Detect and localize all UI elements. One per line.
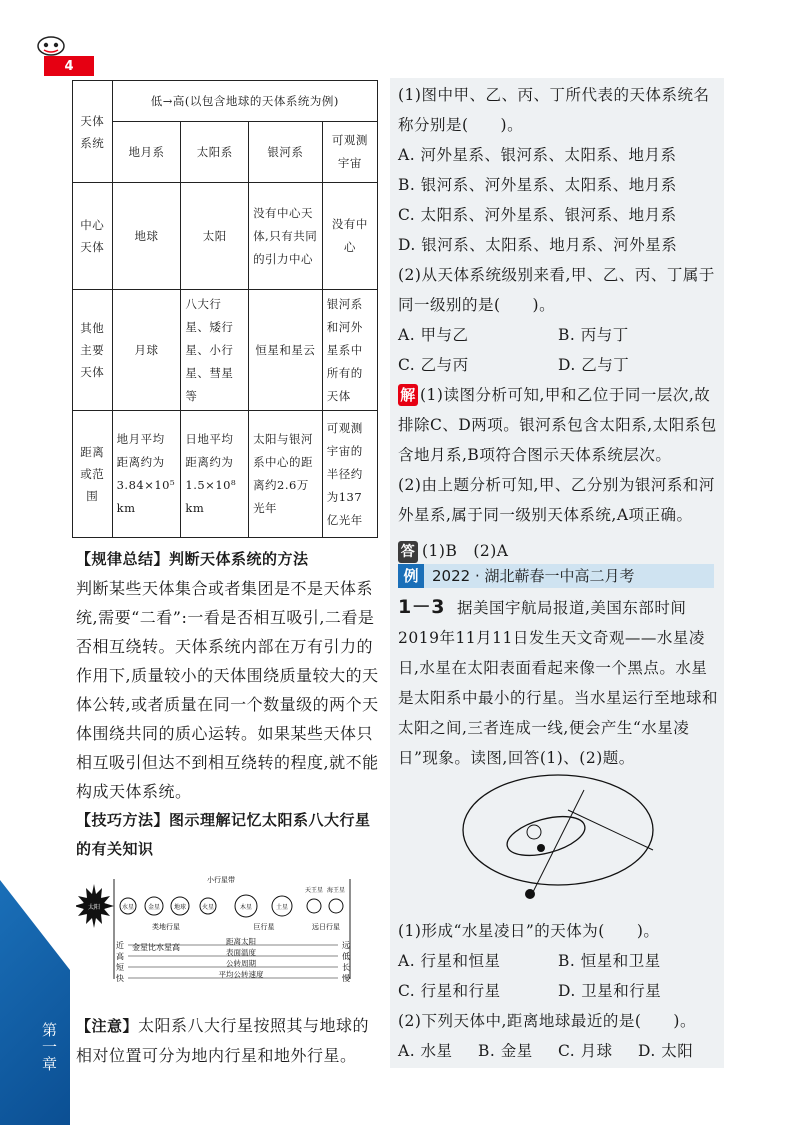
table-row (73, 122, 378, 183)
option[interactable]: D. 卫星和行星 (558, 982, 662, 1000)
trend-right-word: 远 (342, 941, 350, 950)
question-text: (2)从天体系统级别来看,甲、乙、丙、丁属于同一级别的是( )。 (398, 266, 715, 314)
example-question (398, 592, 718, 773)
planet-group-label: 类地行星 (152, 923, 180, 931)
planet-label: 海王星 (326, 887, 346, 894)
chapter-label: 第一章 (40, 1022, 58, 1073)
table-cell: 地月平均距离约为3.84×10⁵ km (112, 411, 181, 538)
note-section (76, 1011, 382, 1070)
option[interactable]: D. 银河系、太阳系、地月系、河外星系 (398, 236, 678, 254)
option[interactable]: C. 乙与丙 (398, 356, 469, 374)
planet-label: 火星 (201, 904, 215, 911)
option[interactable]: C. 月球 (558, 1042, 613, 1060)
row-head-system: 天体系统 (73, 81, 113, 183)
answer (398, 536, 718, 566)
table-cell: 月球 (112, 290, 181, 411)
table-cell: 地月系 (112, 122, 181, 183)
row-head-other: 其他主要天体 (73, 290, 113, 411)
example-tag: 例 (398, 564, 424, 588)
trend-row-label: 公转周期 (226, 959, 256, 968)
earth-orbit (463, 775, 653, 885)
planet-circle (329, 899, 343, 913)
option-row (398, 350, 718, 380)
explanation-text-1: (1)读图分析可知,甲和乙位于同一层次,故排除C、D两项。银河系包含太阳系,太阳系包含地月系,B项符合图示天体系统层次。 (398, 386, 717, 464)
rule-label: 【规律总结】判断天体系统的方法 (76, 550, 309, 568)
explanation-text-2: (2)由上题分析可知,甲、乙分别为银河系和河外星系,属于同一级别天体系统,A项正确。 (398, 476, 715, 524)
trend-left-word: 高 (116, 952, 124, 961)
table-cell: 没有中心 (322, 183, 377, 290)
trend-right-word: 慢 (342, 974, 350, 983)
trend-row-label: 表面温度 (226, 948, 256, 957)
answer-icon: 答 (398, 541, 418, 563)
explanation-icon: 解 (398, 384, 418, 406)
question-text: (1)图中甲、乙、丙、丁所代表的天体系统名称分别是( )。 (398, 86, 710, 134)
option-row (398, 946, 718, 976)
question-text: (1)形成“水星凌日”的天体为( )。 (398, 922, 660, 940)
table-cell: 没有中心天体,只有共同的引力中心 (249, 183, 323, 290)
note-label: 【注意】 (76, 1017, 139, 1035)
question-1 (398, 80, 718, 566)
planet-label: 天王星 (304, 887, 324, 894)
table-row (73, 290, 378, 411)
earth-dot (525, 889, 535, 899)
mercury-dot (537, 844, 545, 852)
trend-right-word: 低 (342, 952, 350, 961)
option[interactable]: A. 甲与乙 (398, 326, 469, 344)
example-source: 2022 · 湖北蕲春一中高二月考 (432, 567, 635, 585)
table-cell: 太阳 (181, 183, 249, 290)
span-title: 低→高(以包含地球的天体系统为例) (112, 81, 377, 122)
trend-row-label: 距离太阳 (226, 937, 256, 946)
table-cell: 日地平均距离约为1.5×10⁸ km (181, 411, 249, 538)
row-head-range: 距离或范围 (73, 411, 113, 538)
planet-group-label: 巨行星 (253, 923, 275, 931)
planet-label: 金星 (147, 904, 161, 911)
mercury-orbit (503, 809, 589, 863)
example-header (398, 564, 714, 588)
table-row (73, 81, 378, 122)
option[interactable]: D. 乙与丁 (558, 356, 630, 374)
planet-label: 水星 (121, 904, 135, 911)
tip-label: 【技巧方法】图示理解记忆太阳系八大行星的有关知识 (76, 811, 371, 858)
trend-left-word: 短 (116, 963, 124, 972)
answer-text: (1)B (2)A (422, 542, 509, 560)
option[interactable]: A. 河外星系、银河系、太阳系、地月系 (398, 146, 677, 164)
table-cell: 太阳与银河系中心的距离约2.6万光年 (249, 411, 323, 538)
asteroid-belt-label: 小行星带 (207, 876, 235, 884)
compare-note: 金星比水星高 (132, 943, 180, 952)
option[interactable]: B. 恒星和卫星 (558, 952, 661, 970)
table-cell: 八大行星、矮行星、小行星、彗星等 (181, 290, 249, 411)
sun-label: 太阳 (87, 904, 101, 911)
rule-summary (76, 545, 382, 806)
option[interactable]: C. 太阳系、河外星系、银河系、地月系 (398, 206, 677, 224)
row-head-center: 中心天体 (73, 183, 113, 290)
option-row (398, 320, 718, 350)
table-cell: 可观测宇宙 (322, 122, 377, 183)
option-row (398, 1036, 718, 1066)
planet-group-label: 远日行星 (312, 923, 340, 931)
planet-group-labels (152, 922, 340, 931)
example-body: 据美国宇航局报道,美国东部时间2019年11月11日发生天文奇观——水星凌日,水星在太阳表面看起来像一个黑点。水星是太阳系中最小的行星。当水星运行至地球和太阳之间,三者连成一线,便会产生“水星凌日”现象。读图,回答(1)、(2)题。 (398, 599, 719, 767)
example-number: 1－3 (398, 596, 445, 618)
table-cell: 可观测宇宙的半径约为137亿光年 (322, 411, 377, 538)
option[interactable]: B. 金星 (478, 1042, 533, 1060)
orbit-diagram (458, 770, 658, 910)
trend-row-label: 平均公转速度 (218, 970, 264, 979)
table-cell: 恒星和星云 (249, 290, 323, 411)
option[interactable]: B. 丙与丁 (558, 326, 629, 344)
table-cell: 太阳系 (181, 122, 249, 183)
explanation (398, 380, 718, 470)
planet-label: 木星 (239, 904, 253, 911)
table-row (73, 411, 378, 538)
option[interactable]: B. 银河系、河外星系、太阳系、地月系 (398, 176, 677, 194)
note-text: 太阳系八大行星按照其与地球的相对位置可分为地内行星和地外行星。 (76, 1016, 370, 1065)
planet-label: 土星 (275, 904, 289, 911)
example-subquestions (398, 916, 718, 1066)
planet-diagram (76, 874, 376, 994)
rule-text: 判断某些天体集合或者集团是不是天体系统,需要“二看”:一看是否相互吸引,二看是否相互绕转。天体系统内部在万有引力的作用下,质量较小的天体围绕质量较大的天体公转,或者质量在同一个数量级的两个天体围绕共同的质心运转。如果某些天体只相互吸引但达不到相互绕转的程度,就不能构成天体系统。 (76, 579, 379, 801)
planet-row (120, 886, 345, 917)
planet-label: 地球 (173, 904, 187, 911)
table-row (73, 183, 378, 290)
sun-icon (76, 884, 114, 928)
planet-circle (307, 899, 321, 913)
table-cell: 银河系 (249, 122, 323, 183)
trend-left-word: 近 (116, 941, 124, 950)
trend-right-word: 长 (342, 963, 350, 972)
option-row (398, 976, 718, 1006)
tip-section (76, 806, 382, 864)
page-number: 4 (44, 56, 94, 76)
example-text (398, 592, 718, 773)
table-cell: 银河系和河外星系中所有的天体 (322, 290, 377, 411)
trend-left-word: 快 (116, 974, 124, 983)
celestial-system-table (72, 80, 378, 538)
option[interactable]: A. 水星 (398, 1042, 453, 1060)
option[interactable]: D. 太阳 (638, 1042, 694, 1060)
question-text: (2)下列天体中,距离地球最近的是( )。 (398, 1012, 696, 1030)
option[interactable]: C. 行星和行星 (398, 982, 501, 1000)
option[interactable]: A. 行星和恒星 (398, 952, 501, 970)
chapter-side-tab (0, 880, 70, 1125)
table-cell: 地球 (112, 183, 181, 290)
